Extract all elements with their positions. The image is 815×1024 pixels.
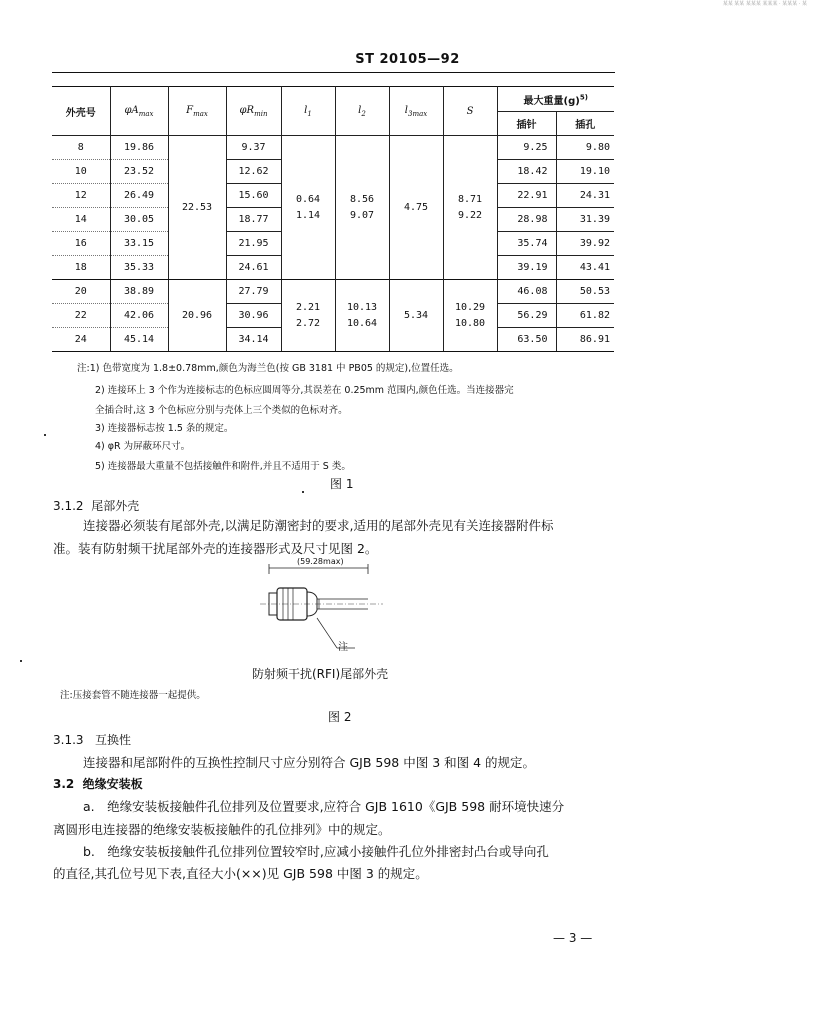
cell-a: 35.33 <box>110 256 168 280</box>
section-3-2-a-line1: a. 绝缘安装板接触件孔位排列及位置要求,应符合 GJB 1610《GJB 598 耐环境快速分 <box>83 799 565 814</box>
cell-l2-group1: 8.56 9.07 <box>335 136 389 280</box>
col-header-r: $\varphi R_{min}$ <box>226 87 281 136</box>
dimension-table <box>52 86 614 352</box>
cell-socket: 31.39 <box>556 208 614 232</box>
cell-f-group1: 22.53 <box>168 136 226 280</box>
cell-pin: 39.19 <box>497 256 556 280</box>
cell-shell: 18 <box>52 256 110 280</box>
cell-a: 19.86 <box>110 136 168 160</box>
callout-leader <box>317 618 337 648</box>
section-3-2-b-line1: b. 绝缘安装板接触件孔位排列位置较窄时,应减小接触件孔位外排密封凸台或导向孔 <box>83 844 549 859</box>
cell-shell: 14 <box>52 208 110 232</box>
table-row <box>52 136 614 160</box>
cell-r: 34.14 <box>226 328 281 352</box>
col-header-f: $F_{max}$ <box>168 87 226 136</box>
col-header-socket: 插孔 <box>556 112 614 136</box>
figure-2-drawing <box>255 556 395 666</box>
cell-pin: 9.25 <box>497 136 556 160</box>
page-number: — 3 — <box>553 931 593 945</box>
col-header-l1: $l_1$ <box>281 87 335 136</box>
cell-l1-group1: 0.64 1.14 <box>281 136 335 280</box>
standard-number: ST 20105—92 <box>355 52 460 67</box>
section-3-2-heading: 3.2 绝缘安装板 <box>53 777 143 791</box>
cell-shell: 16 <box>52 232 110 256</box>
section-3-1-3-text: 连接器和尾部附件的互换性控制尺寸应分别符合 GJB 598 中图 3 和图 4 的规定。 <box>83 755 536 770</box>
cell-l3-group1: 4.75 <box>389 136 443 280</box>
col-header-l3: $l_{3max}$ <box>389 87 443 136</box>
figure-2-caption: 图 2 <box>328 710 352 724</box>
cell-l2-group2: 10.13 10.64 <box>335 280 389 352</box>
cell-s-group2: 10.29 10.80 <box>443 280 497 352</box>
section-3-1-3-heading: 3.1.3 互换性 <box>53 733 132 747</box>
cell-shell: 10 <box>52 160 110 184</box>
cell-a: 26.49 <box>110 184 168 208</box>
cell-a: 33.15 <box>110 232 168 256</box>
col-header-l2: $l_2$ <box>335 87 389 136</box>
section-3-1-2-text-line1: 连接器必须装有尾部外壳,以满足防潮密封的要求,适用的尾部外壳见有关连接器附件标 <box>83 518 554 533</box>
dimension-label: (59.28max) <box>297 557 344 566</box>
table-note-2: 2) 连接环上 3 个作为连接标志的色标应圆周等分,其误差在 0.25mm 范围内,颜色任选。当连接器完 <box>95 385 514 396</box>
cell-l1-group2: 2.21 2.72 <box>281 280 335 352</box>
scan-speck <box>44 434 46 436</box>
callout-label: 注 <box>338 642 348 653</box>
table-note-3: 3) 连接器标志按 1.5 条的规定。 <box>95 423 234 434</box>
scan-speck <box>302 491 304 493</box>
figure-2-subtitle: 防射频干扰(RFI)尾部外壳 <box>252 667 389 681</box>
col-header-a: $\varphi A_{max}$ <box>110 87 168 136</box>
cell-a: 45.14 <box>110 328 168 352</box>
cell-pin: 18.42 <box>497 160 556 184</box>
cell-r: 9.37 <box>226 136 281 160</box>
col-header-s: S <box>443 87 497 136</box>
cell-socket: 19.10 <box>556 160 614 184</box>
cell-shell: 12 <box>52 184 110 208</box>
cell-f-group2: 20.96 <box>168 280 226 352</box>
table-row <box>52 280 614 304</box>
corner-marks: 某某 某某 某某某 某某某 · 某某某 · 某 <box>722 1 807 7</box>
figure-2-note: 注:压接套管不随连接器一起提供。 <box>60 690 206 701</box>
cell-socket: 50.53 <box>556 280 614 304</box>
col-header-pin: 插针 <box>497 112 556 136</box>
cell-socket: 24.31 <box>556 184 614 208</box>
table-note-4: 4) φR 为屏蔽环尺寸。 <box>95 441 191 452</box>
cell-r: 21.95 <box>226 232 281 256</box>
cell-pin: 46.08 <box>497 280 556 304</box>
cell-a: 23.52 <box>110 160 168 184</box>
cell-l3-group2: 5.34 <box>389 280 443 352</box>
cell-a: 42.06 <box>110 304 168 328</box>
figure-1-caption: 图 1 <box>330 477 354 491</box>
connector-shell <box>277 588 307 620</box>
col-header-weight: 最大重量$(g)^{5)}$ <box>497 87 614 112</box>
cell-a: 38.89 <box>110 280 168 304</box>
cell-r: 12.62 <box>226 160 281 184</box>
cell-s-group1: 8.71 9.22 <box>443 136 497 280</box>
cell-shell: 22 <box>52 304 110 328</box>
section-3-1-2-text-line2: 准。装有防射频干扰尾部外壳的连接器形式及尺寸见图 2。 <box>53 541 378 556</box>
section-3-2-a-line2: 离圆形电连接器的绝缘安装板接触件的孔位排列》中的规定。 <box>53 822 391 837</box>
cell-r: 30.96 <box>226 304 281 328</box>
cell-shell: 20 <box>52 280 110 304</box>
scan-speck <box>20 660 22 662</box>
cell-r: 15.60 <box>226 184 281 208</box>
table-note-1: 注:1) 色带宽度为 1.8±0.78mm,颜色为海兰色(按 GB 3181 中 PB05 的规定),位置任选。 <box>77 363 459 374</box>
cell-pin: 56.29 <box>497 304 556 328</box>
cell-pin: 22.91 <box>497 184 556 208</box>
header-rule <box>52 72 615 73</box>
cell-shell: 24 <box>52 328 110 352</box>
cell-socket: 86.91 <box>556 328 614 352</box>
cell-socket: 9.80 <box>556 136 614 160</box>
table-note-5: 5) 连接器最大重量不包括接触件和附件,并且不适用于 S 类。 <box>95 461 351 472</box>
cell-pin: 28.98 <box>497 208 556 232</box>
section-3-2-b-line2: 的直径,其孔位号见下表,直径大小(××)见 GJB 598 中图 3 的规定。 <box>53 866 428 881</box>
section-3-1-2-heading: 3.1.2 尾部外壳 <box>53 499 140 513</box>
col-header-shell: 外壳号 <box>52 87 110 136</box>
table-note-2-cont: 全插合时,这 3 个色标应分别与壳体上三个类似的色标对齐。 <box>95 405 348 416</box>
cell-shell: 8 <box>52 136 110 160</box>
cell-socket: 61.82 <box>556 304 614 328</box>
cell-socket: 39.92 <box>556 232 614 256</box>
cell-pin: 35.74 <box>497 232 556 256</box>
cell-r: 18.77 <box>226 208 281 232</box>
cell-pin: 63.50 <box>497 328 556 352</box>
cell-r: 24.61 <box>226 256 281 280</box>
cell-socket: 43.41 <box>556 256 614 280</box>
cell-r: 27.79 <box>226 280 281 304</box>
cell-a: 30.05 <box>110 208 168 232</box>
